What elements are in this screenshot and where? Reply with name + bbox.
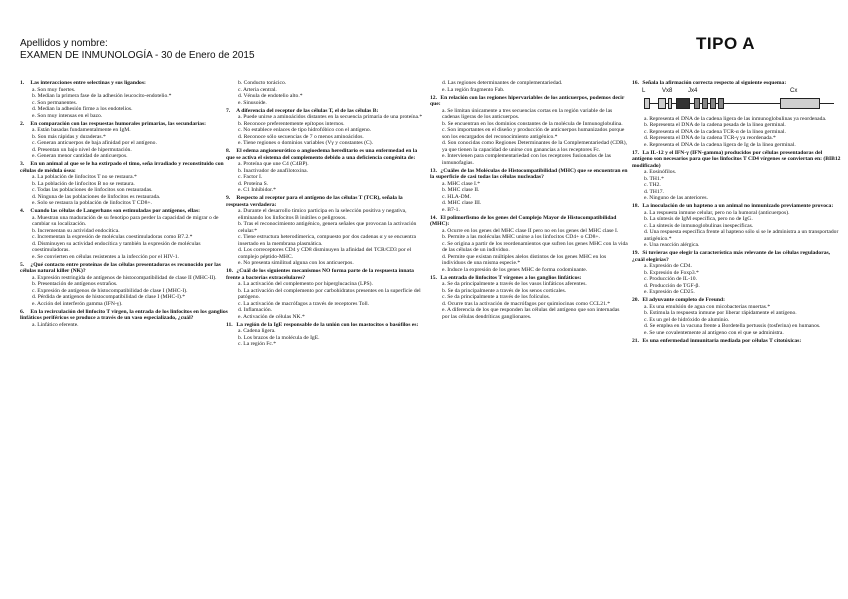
answer-option: e. Expresión de CD25.: [644, 289, 695, 295]
question-number: 13.: [430, 167, 437, 174]
answer-options: [226, 281, 426, 320]
question-number: 5.: [20, 261, 25, 268]
answer-option: e. Sinusoide.: [238, 99, 267, 106]
answer-option: e. Acción del interferón gamma (IFN-γ).: [32, 300, 123, 307]
answer-option: c. Producción de IL-10.: [644, 276, 697, 282]
answer-option: a. Representa el DNA de la cadena ligera de las inmunoglobulinas ya reordenada.: [644, 115, 827, 122]
answer-option: b. Expresión de Foxp3.*: [644, 269, 699, 276]
answer-option: c. Son importantes en el diseño y producción de anticuerpos humanizados porque son los encargados del reconocimiento antigénico.*: [442, 127, 625, 140]
answer-option: a. La respuesta inmune celular, pero no la humoral (anticuerpos).: [644, 209, 790, 216]
answer-option: e. Activación de células NK.*: [238, 313, 305, 320]
answer-options: [632, 263, 842, 296]
answer-option: d. Los correceptores CD4 y CD8 disminuyen la afinidad del TCR/CD3 por el complejo péptido-MHC.: [238, 247, 412, 260]
answer-option: a. Puede unirse a aminoácidos distantes en la secuencia primaria de una proteína.*: [238, 114, 423, 120]
question-stem: Respecto al receptor para el antígeno de las células T (TCR), señala la respuesta verdadera:: [226, 195, 403, 208]
gene-segment: [710, 98, 716, 109]
answer-option: c. Incrementan la expresión de moléculas coestimuladoras como B7.2.*: [32, 234, 193, 240]
answer-option: b. La activación del complemento por carbohidratos presentes en la superficie del patógeno.: [238, 287, 421, 300]
answer-option: b. Se da principalmente a través de los senos corticales.: [442, 287, 567, 294]
question-stem: Es una enfermedad inmunitaria mediada por células T citotóxicas:: [641, 337, 802, 344]
question: [226, 80, 426, 106]
gene-label-l: L: [642, 87, 646, 94]
answer-option: c. Es un gel de hidróxido de aluminio.: [644, 316, 730, 323]
answer-option: c. Se origina a partir de los reordenamientos que sufren los genes MHC con la vida de las células de un individuo.: [442, 240, 628, 253]
question-stem: La IL-12 y el IFN-γ (IFN-gamma) producidos por células presentadoras del antígeno son necesarios para que los linfocitos T CD4 vírgenes se conviertan en: (BIB12 modificado): [632, 149, 841, 169]
answer-option: b. Presentación de antígenos extraños.: [32, 281, 118, 287]
answer-option: b. Reconoce preferentemente epítopos internos.: [238, 120, 345, 127]
gene-segment: [658, 98, 666, 109]
answer-option: b. Incrementan su actividad endocítica.: [32, 227, 120, 234]
column-4: [632, 80, 842, 346]
question-number: 4.: [20, 208, 25, 214]
question-stem: El edema angioneurótico o angioedema hereditario es una enfermedad en la que se activa el sistema del complemento debido a una deficiencia congénita de:: [226, 148, 418, 161]
question: [20, 208, 230, 260]
answer-option: e. Se convierten en células resistentes a la infección por el HIV-1.: [32, 253, 179, 260]
answer-options: [20, 215, 230, 261]
question-stem: La entrada de linfocitos T vírgenes a los ganglios linfáticos:: [439, 274, 582, 281]
question-number: 11.: [226, 321, 233, 328]
answer-option: c. No establece enlaces de tipo hidrofóbico con el antígeno.: [238, 127, 372, 133]
question-text: [226, 148, 426, 161]
answer-option: e. C1 Inhibidor.*: [238, 187, 276, 193]
answer-options: [430, 80, 628, 93]
answer-option: c. La síntesis de inmunoglobulinas inespecíficas.: [644, 222, 754, 229]
answer-option: c. Arteria central.: [238, 86, 277, 93]
answer-option: b. TH1.*: [644, 175, 664, 182]
question-stem: El adyuvante completo de Freund:: [641, 297, 725, 303]
answer-option: d. Inflamación.: [238, 307, 273, 313]
question-stem: Las interacciones entre selectinas y sus ligandos:: [29, 80, 146, 86]
question: [430, 95, 628, 167]
answer-option: a. MHC clase I.*: [442, 180, 481, 187]
column-2: [226, 80, 426, 349]
question: [226, 108, 426, 147]
header-block: [20, 38, 255, 62]
answer-options: [20, 87, 230, 120]
question-number: 2.: [20, 120, 25, 127]
answer-options: [632, 116, 842, 149]
gene-label-v: Vx8: [662, 87, 673, 94]
question-number: 20.: [632, 297, 639, 303]
question-stem: En la recirculación del linfocito T virgen, la entrada de los linfocitos en los ganglios linfáticos periféricos se produce a través de un vaso especializado, ¿cuál?: [20, 308, 228, 321]
answer-option: a. Expresión restringida de antígenos de histocompatibilidad de clase II (MHC-II).: [32, 274, 217, 281]
answer-option: e. Induce la expresión de los genes MHC de forma codominante.: [442, 266, 588, 273]
question-stem: Cuando las células de Langerhans son estimuladas por antígenos, ellas:: [29, 208, 200, 214]
answer-option: b. Son más rápidas y duraderas.*: [32, 133, 106, 140]
answer-option: a. Muestran una maduración de su fenotipo para perder la capacidad de migrar o de cambiar su localización.: [32, 214, 219, 227]
answer-option: c. Factor I.: [238, 174, 263, 180]
question-stem: La región de la IgE responsable de la unión con los mastocitos o basófilos es:: [235, 321, 419, 328]
answer-option: d. Una respuesta específica frente al hapteno sólo si se le administra a un transportador antigénico.*: [644, 229, 839, 242]
answer-option: b. La población de linfocitos B no se restaura.: [32, 180, 135, 187]
answer-option: c. HLA-DM.: [442, 193, 472, 200]
answer-option: d. Representa el DNA de la cadena TCR-γ ya reordenada.*: [644, 135, 776, 141]
answer-option: a. Linfático eferente.: [32, 321, 79, 328]
question: [632, 203, 842, 249]
answer-option: b. Estimula la respuesta inmune por liberar rápidamente el antígeno.: [644, 310, 797, 316]
question: [20, 121, 230, 160]
question-number: 21.: [632, 337, 639, 344]
question-stem: Señala la afirmación correcta respecto al siguiente esquema:: [641, 80, 787, 86]
question-text: [632, 203, 842, 210]
answer-option: d. Las regiones determinantes de complementariedad.: [442, 80, 563, 86]
gene-label-j: Jx4: [688, 87, 698, 94]
answer-option: b. Tras el reconocimiento antigénico, genera señales que provocan la activación celular.*: [238, 221, 417, 234]
answer-option: b. Se encuentran en los dominios constantes de la molécula de Inmunoglobulina.: [442, 120, 623, 127]
answer-option: a. Son muy fuertes.: [32, 86, 76, 93]
column-3: [430, 80, 628, 322]
question-text: [20, 161, 230, 174]
answer-option: a. Cadena ligera.: [238, 328, 276, 334]
question: [632, 297, 842, 336]
answer-option: e. Representa el DNA de la cadena ligera de Ig de la línea germinal.: [644, 141, 796, 148]
answer-option: e. Una reacción alérgica.: [644, 242, 700, 248]
answer-option: b. Inactivador de anafilotoxina.: [238, 167, 309, 174]
gene-segment: [694, 98, 700, 109]
question-text: [632, 250, 842, 263]
answer-option: a. Es una emulsión de agua con micobacterias muertas.*: [644, 303, 771, 310]
question: [430, 275, 628, 321]
answer-options: [632, 169, 842, 202]
gene-segment: [702, 98, 708, 109]
answer-option: c. Se da principalmente a través de los folículos.: [442, 294, 551, 300]
answer-option: a. Ocurre en los genes del MHC clase II pero no en los genes del MHC clase I.: [442, 227, 619, 234]
answer-option: d. Reconoce sólo secuencias de 7 o menos aminoácidos.: [238, 133, 364, 140]
answer-options: [20, 275, 230, 308]
answer-options: [226, 328, 426, 348]
answer-option: d. TH17.: [644, 188, 664, 195]
answer-option: e. La región fragmento Fab.: [442, 86, 505, 93]
name-label: Apellidos y nombre:: [20, 38, 108, 49]
question-stem: En un animal al que se le ha extirpado el timo, seña irradiado y reconstituido con células de médula ósea:: [20, 161, 224, 174]
question-text: [226, 195, 426, 208]
question-number: 18.: [632, 203, 639, 209]
answer-option: d. Son conocidas como Regiones Determinantes de la Complementariedad (CDR), ya que tienen la capacidad de unirse con ganancias a los receptores Fc.: [442, 140, 628, 153]
question-stem: En comparación con las respuestas humorales primarias, las secundarias:: [29, 120, 207, 127]
answer-option: c. La región Fc.*: [238, 341, 277, 347]
question-stem: Si tuvieras que elegir la característica más relevante de las células reguladoras, ¿cuál elegirías?: [632, 250, 831, 263]
answer-option: b. MHC clase II.: [442, 187, 480, 193]
answer-option: c. Todas las poblaciones de linfocitos son restauradas.: [32, 187, 153, 193]
answer-option: a. Eosinófilos.: [644, 169, 677, 175]
answer-option: c. Expresión de antígenos de histocompatibilidad de clase I (MHC-I).: [32, 287, 188, 294]
answer-option: b. Conducto torácico.: [238, 80, 287, 86]
answer-option: d. Median la adhesión firme a los endotelios.: [32, 106, 133, 112]
answer-options: [20, 174, 230, 207]
answer-option: e. B7-1.: [442, 206, 460, 213]
gene-segment: [668, 98, 672, 109]
question: [632, 338, 842, 345]
question-text: [20, 262, 230, 275]
question-stem: ¿Qué contacto entre proteínas de las células presentadoras es reconocido por las células natural killer (NK)?: [20, 261, 221, 274]
question: [226, 322, 426, 348]
answer-option: e. Solo se restaura la población de linfocitos T CD8+.: [32, 200, 152, 206]
question-number: 8.: [226, 148, 231, 154]
answer-option: a. Se limitan únicamente a tres secuencias cortas en la región variable de las cadenas ligeras de los anticuerpos.: [442, 107, 613, 120]
question-number: 12.: [430, 94, 437, 101]
question: [20, 161, 230, 207]
question-stem: El polimorfismo de los genes del Complejo Mayor de Histocompatibilidad (MHC):: [430, 214, 617, 227]
question-number: 3.: [20, 161, 25, 167]
answer-option: b. Permite a las moléculas MHC unirse a los linfocitos CD4+ o CD8+.: [442, 234, 600, 240]
answer-options: [226, 80, 426, 106]
question-text: [226, 268, 426, 281]
answer-options: [430, 281, 628, 320]
question-stem: La inoculación de un hapteno a un animal no inmunizado previamente provoca:: [641, 203, 834, 209]
answer-option: c. Generan anticuerpos de baja afinidad por el antígeno.: [32, 140, 157, 146]
answer-option: c. Son permanentes.: [32, 99, 78, 106]
gene-segment: [644, 98, 650, 109]
question-stem: ¿Cuáles de las Moléculas de Histocompatibilidad (MHC) que se encuentran en la superficie de casi todas las células nucleadas?: [430, 167, 628, 180]
answer-option: b. Representa el DNA de la cadena pesada de la línea germinal.: [644, 122, 786, 128]
question-text: [430, 215, 628, 228]
question-number: 17.: [632, 149, 639, 156]
answer-option: c. Tiene estructura heterodímerica, compuesto por dos cadenas α y se encuentra insertado en la membrana plasmática.: [238, 234, 416, 247]
question-number: 16.: [632, 80, 639, 86]
question-number: 10.: [226, 268, 233, 274]
answer-option: d. Disminuyen su actividad endocítica y también la expresión de moléculas coestimuladoras.: [32, 240, 201, 253]
question-number: 14.: [430, 214, 437, 221]
answer-option: c. La activación de macrófagos a través de receptores Toll.: [238, 300, 370, 307]
question-number: 15.: [430, 274, 437, 281]
answer-option: d. Permite que existan múltiples alelos distintos de los genes MHC en los individuos de una misma especie.*: [442, 253, 607, 266]
question: [20, 309, 230, 329]
answer-option: b. Los brazos de la molécula de IgE.: [238, 334, 320, 341]
answer-option: d. Producción de TGF-β.: [644, 282, 700, 289]
answer-options: [226, 161, 426, 194]
question-text: [430, 168, 628, 181]
answer-options: [430, 181, 628, 214]
question-number: 7.: [226, 107, 231, 114]
answer-option: d. Ocurre tras la activación de macrófagos por quimiocinas como CCL21.*: [442, 300, 611, 307]
answer-option: d. Vénula de endotelio alto.*: [238, 93, 303, 99]
gene-segment: [780, 98, 820, 109]
question: [430, 168, 628, 214]
answer-option: d. Ninguna de las poblaciones de linfocitos es restaurada.: [32, 193, 161, 200]
gene-segment: [718, 98, 724, 109]
question-number: 19.: [632, 250, 639, 256]
question: [226, 268, 426, 320]
exam-type: TIPO A: [696, 34, 756, 53]
answer-option: a. La activación del complemento por hiperglucacina (LPS).: [238, 281, 373, 287]
answer-options: [226, 208, 426, 267]
answer-options: [20, 127, 230, 160]
question-text: [632, 338, 842, 345]
exam-title: EXAMEN DE INMUNOLOGÍA - 30 de Enero de 2015: [20, 50, 255, 61]
answer-option: e. Intervienen para complementariedad con los receptores fusionados de las inmunofagias.: [442, 153, 611, 166]
answer-option: a. Se da principalmente a través de los vasos linfáticos aferentes.: [442, 281, 587, 287]
question-stem: En relación con las regiones hipervariables de los anticuerpos, podemos decir que:: [430, 94, 625, 107]
answer-options: [20, 322, 230, 329]
answer-options: [632, 210, 842, 249]
answer-option: e. Ninguno de las anteriores.: [644, 195, 708, 201]
answer-option: d. MHC clase III.: [442, 200, 482, 206]
question-number: 9.: [226, 195, 231, 201]
answer-options: [430, 228, 628, 274]
answer-option: c. TH2.: [644, 182, 661, 188]
question-text: [632, 80, 842, 87]
gene-label-c: Cx: [790, 87, 798, 94]
answer-option: e. Generan menor cantidad de anticuerpos.: [32, 153, 128, 159]
question: [632, 80, 842, 148]
question-text: [20, 309, 230, 322]
answer-options: [430, 108, 628, 167]
answer-option: e. A diferencia de los que responden las células del antígeno que son internadas por las células dendríticas ganglionares.: [442, 307, 620, 320]
question-number: 1.: [20, 80, 25, 86]
question: [20, 262, 230, 308]
answer-option: d. Presentan un bajo nivel de hipermutación.: [32, 146, 132, 153]
answer-option: d. Proteína S.: [238, 180, 269, 187]
question-text: [632, 150, 842, 170]
question: [430, 215, 628, 274]
column-1: [20, 80, 230, 330]
answer-options: [226, 114, 426, 147]
question-text: [20, 208, 230, 215]
answer-option: e. Son muy intensas en el bazo.: [32, 112, 103, 119]
answer-option: b. La síntesis de IgM específica, pero no de IgG.: [644, 216, 753, 222]
answer-option: e. Se une covalentemente al antígeno con el que se administra.: [644, 329, 784, 336]
question: [632, 150, 842, 202]
question: [430, 80, 628, 93]
question-stem: A diferencia del receptor de las células T, el de las células B:: [235, 107, 379, 114]
answer-option: b. Median la primera fase de la adhesión leucocito-endotelio.*: [32, 93, 172, 99]
question-stem: ¿Cuál de los siguientes mecanismos NO forma parte de la respuesta innata frente a bacterias extracelulares?: [226, 268, 414, 281]
answer-option: a. Proteína que une C4 (C4BP).: [238, 161, 309, 167]
answer-option: d. Se emplea en la vacuna frente a Bordetella pertussis (tosferina) en humanos.: [644, 323, 821, 329]
question-number: 6.: [20, 308, 25, 315]
answer-option: e. Tiene regiones o dominios variables (Vγ y constantes (C).: [238, 140, 373, 146]
answer-option: a. Expresión de CD4.: [644, 263, 693, 269]
answer-option: a. Están basadas fundamentalmente en IgM.: [32, 127, 131, 133]
question-text: [430, 95, 628, 108]
answer-option: c. Representa el DNA de la cadena TCR-α de la línea germinal.: [644, 128, 786, 135]
answer-option: a. La población de linfocitos T no se restaura.*: [32, 174, 137, 180]
answer-option: a. Durante el desarrollo tímico participa en la selección positiva y negativa, eliminando los linfocitos B inútiles o peligrosos.: [238, 208, 407, 221]
answer-option: d. Pérdida de antígenos de histocompatibilidad de clase I (MHC-I).*: [32, 294, 186, 300]
gene-diagram: [640, 88, 840, 114]
question: [226, 148, 426, 194]
question: [632, 250, 842, 296]
question: [226, 195, 426, 267]
question: [20, 80, 230, 119]
answer-options: [632, 304, 842, 337]
gene-segment: [676, 98, 690, 109]
answer-option: e. No presenta similitud alguna con los anticuerpos.: [238, 260, 354, 266]
